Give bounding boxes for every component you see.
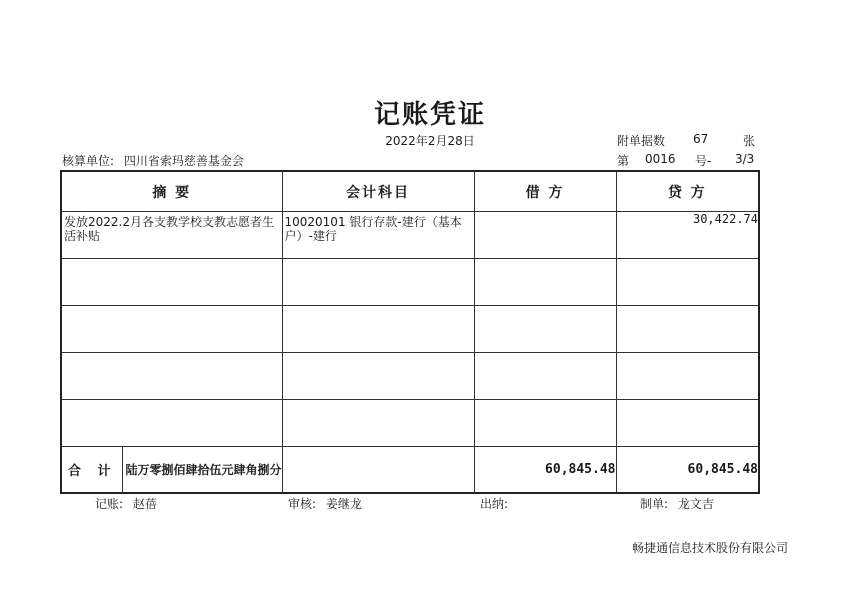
- summary-cell: [61, 212, 282, 259]
- debit-cell: [474, 400, 616, 447]
- header-account: 会计科目: [282, 171, 474, 212]
- credit-cell: [616, 306, 759, 353]
- unit-name: 四川省索玛慈善基金会: [123, 154, 244, 168]
- bookkeeper-sign: [95, 495, 157, 512]
- voucher-number-info: [617, 152, 755, 169]
- account-text: [283, 353, 474, 359]
- voucher-date: 2022年2月28日: [385, 134, 475, 148]
- total-row: [61, 447, 759, 494]
- attachments-unit: 张: [743, 134, 756, 148]
- summary-text: [62, 259, 282, 265]
- reviewer-label: 审核:: [288, 497, 317, 511]
- header-credit: 贷 方: [616, 171, 759, 212]
- credit-cell: [616, 259, 759, 306]
- credit-cell: 30,422.74: [616, 212, 759, 259]
- header-debit: 借 方: [474, 171, 616, 212]
- summary-cell: [61, 353, 282, 400]
- summary-cell: [61, 306, 282, 353]
- attachments-label: 附单据数: [617, 134, 666, 148]
- summary-text: 发放2022.2月各支教学校支教志愿者生活补贴: [64, 215, 274, 243]
- voucher-suffix: 号-: [695, 154, 712, 168]
- page-indicator: 3/3: [735, 152, 755, 166]
- cashier-sign: [480, 495, 514, 512]
- voucher-title: 记账凭证: [373, 100, 486, 130]
- accounting-unit: [62, 152, 244, 169]
- account-text: [283, 400, 474, 406]
- account-cell: [282, 259, 474, 306]
- preparer-sign: [640, 495, 714, 512]
- credit-cell: [616, 400, 759, 447]
- account-cell: [282, 212, 474, 259]
- unit-label: 核算单位:: [62, 154, 115, 168]
- preparer-name: 龙文吉: [677, 497, 714, 511]
- reviewer-name: 姜继龙: [325, 497, 362, 511]
- header-summary: 摘 要: [61, 171, 282, 212]
- summary-cell: [61, 259, 282, 306]
- total-amount-words: 陆万零捌佰肆拾伍元肆角捌分: [125, 463, 282, 477]
- total-words-extension: [282, 447, 474, 494]
- account-text: [283, 306, 474, 312]
- total-credit: 60,845.48: [616, 447, 759, 494]
- account-cell: [282, 400, 474, 447]
- debit-cell: [474, 353, 616, 400]
- software-company: 畅捷通信息技术股份有限公司: [632, 541, 789, 555]
- table-row: [61, 306, 759, 353]
- account-text: 10020101 银行存款-建行（基本户）-建行: [284, 215, 462, 243]
- total-cell: [61, 447, 282, 494]
- table-header-row: [61, 171, 759, 212]
- debit-cell: [474, 306, 616, 353]
- reviewer-sign: [288, 495, 362, 512]
- account-cell: [282, 306, 474, 353]
- bookkeeper-label: 记账:: [95, 497, 124, 511]
- summary-text: [62, 353, 282, 359]
- cashier-label: 出纳:: [480, 497, 509, 511]
- voucher-label: 第: [617, 154, 630, 168]
- total-label: 合 计: [62, 447, 123, 492]
- summary-cell: [61, 400, 282, 447]
- account-text: [283, 259, 474, 265]
- table-row: [61, 259, 759, 306]
- debit-cell: [474, 259, 616, 306]
- debit-cell: [474, 212, 616, 259]
- table-row: [61, 353, 759, 400]
- attachments-info: [617, 132, 756, 149]
- credit-cell: [616, 353, 759, 400]
- summary-text: [62, 306, 282, 312]
- summary-text: [62, 400, 282, 406]
- bookkeeper-name: 赵蓓: [132, 497, 157, 511]
- account-cell: [282, 353, 474, 400]
- total-debit: 60,845.48: [474, 447, 616, 494]
- table-row: [61, 400, 759, 447]
- preparer-label: 制单:: [640, 497, 669, 511]
- voucher-table: [60, 170, 760, 494]
- attachments-count: 67: [693, 132, 709, 146]
- voucher-number: 0016: [645, 152, 676, 166]
- table-row: [61, 212, 759, 259]
